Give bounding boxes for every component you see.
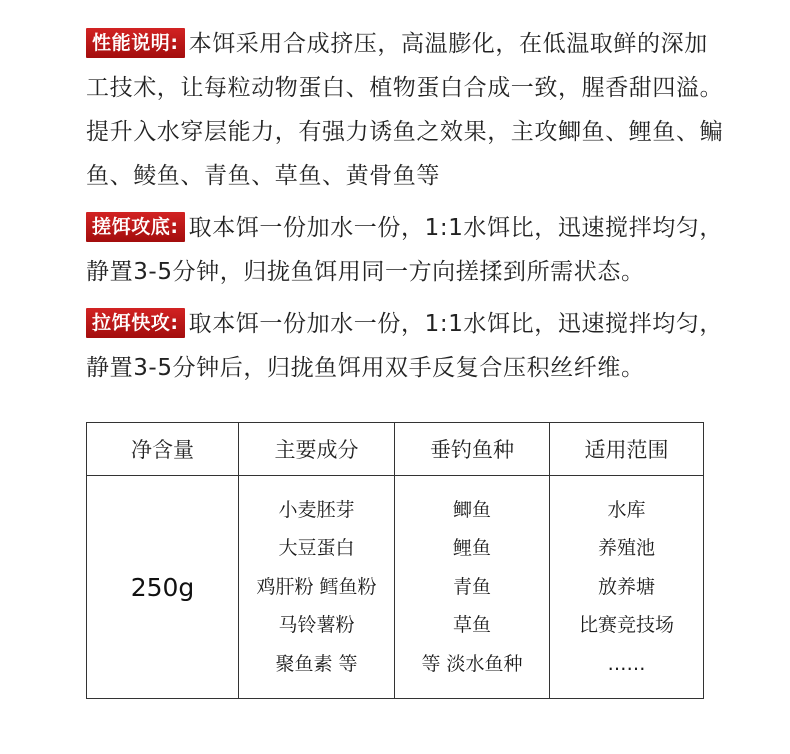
list-item: 养殖池 [597, 537, 655, 560]
list-item: 鲤鱼 [452, 537, 491, 560]
pull-bait-label: 拉饵快攻: [86, 308, 185, 338]
net-content-value: 250g [130, 572, 195, 602]
pull-bait-section [86, 302, 726, 390]
list-item: 水库 [607, 498, 646, 521]
header-net-content: 净含量 [87, 423, 239, 476]
header-usage-scope: 适用范围 [550, 423, 704, 476]
header-ingredients: 主要成分 [239, 423, 395, 476]
list-item: 鲫鱼 [452, 498, 491, 521]
net-content-cell [87, 476, 239, 699]
rub-bait-label: 搓饵攻底: [86, 212, 185, 242]
table-header-row [87, 423, 704, 476]
fish-species-cell [395, 476, 550, 699]
list-item: 青鱼 [452, 575, 491, 598]
performance-description-label: 性能说明: [86, 28, 185, 58]
list-item: 等 淡水鱼种 [421, 652, 523, 675]
list-item: …… [607, 652, 646, 675]
header-fish-species: 垂钓鱼种 [395, 423, 550, 476]
performance-description-text: 本饵采用合成挤压，高温膨化，在低温取鲜的深加工技术，让每粒动物蛋白、植物蛋白合成一致，腥香甜四溢。提升入水穿层能力，有强力诱鱼之效果，主攻鲫鱼、鲤鱼、鳊鱼、鲮鱼、青鱼、草鱼、黄骨鱼等 [86, 31, 724, 189]
list-item: 鸡肝粉 鳕鱼粉 [256, 575, 377, 598]
list-item: 草鱼 [452, 614, 491, 637]
ingredients-cell [239, 476, 395, 699]
pull-bait-text: 取本饵一份加水一份，1:1水饵比，迅速搅拌均匀，静置3-5分钟后，归拢鱼饵用双手反复合压积丝纤维。 [86, 311, 724, 381]
table-row [87, 476, 704, 699]
usage-scope-cell [550, 476, 704, 699]
list-item: 小麦胚芽 [278, 498, 355, 521]
product-spec-table [86, 422, 704, 699]
list-item: 聚鱼素 等 [275, 652, 358, 675]
list-item: 放养塘 [597, 575, 655, 598]
rub-bait-section [86, 206, 726, 294]
list-item: 马铃薯粉 [278, 614, 355, 637]
rub-bait-text: 取本饵一份加水一份，1:1水饵比，迅速搅拌均匀，静置3-5分钟，归拢鱼饵用同一方向搓揉到所需状态。 [86, 215, 724, 285]
performance-description-section [86, 22, 726, 198]
list-item: 大豆蛋白 [278, 537, 355, 560]
list-item: 比赛竞技场 [578, 614, 674, 637]
